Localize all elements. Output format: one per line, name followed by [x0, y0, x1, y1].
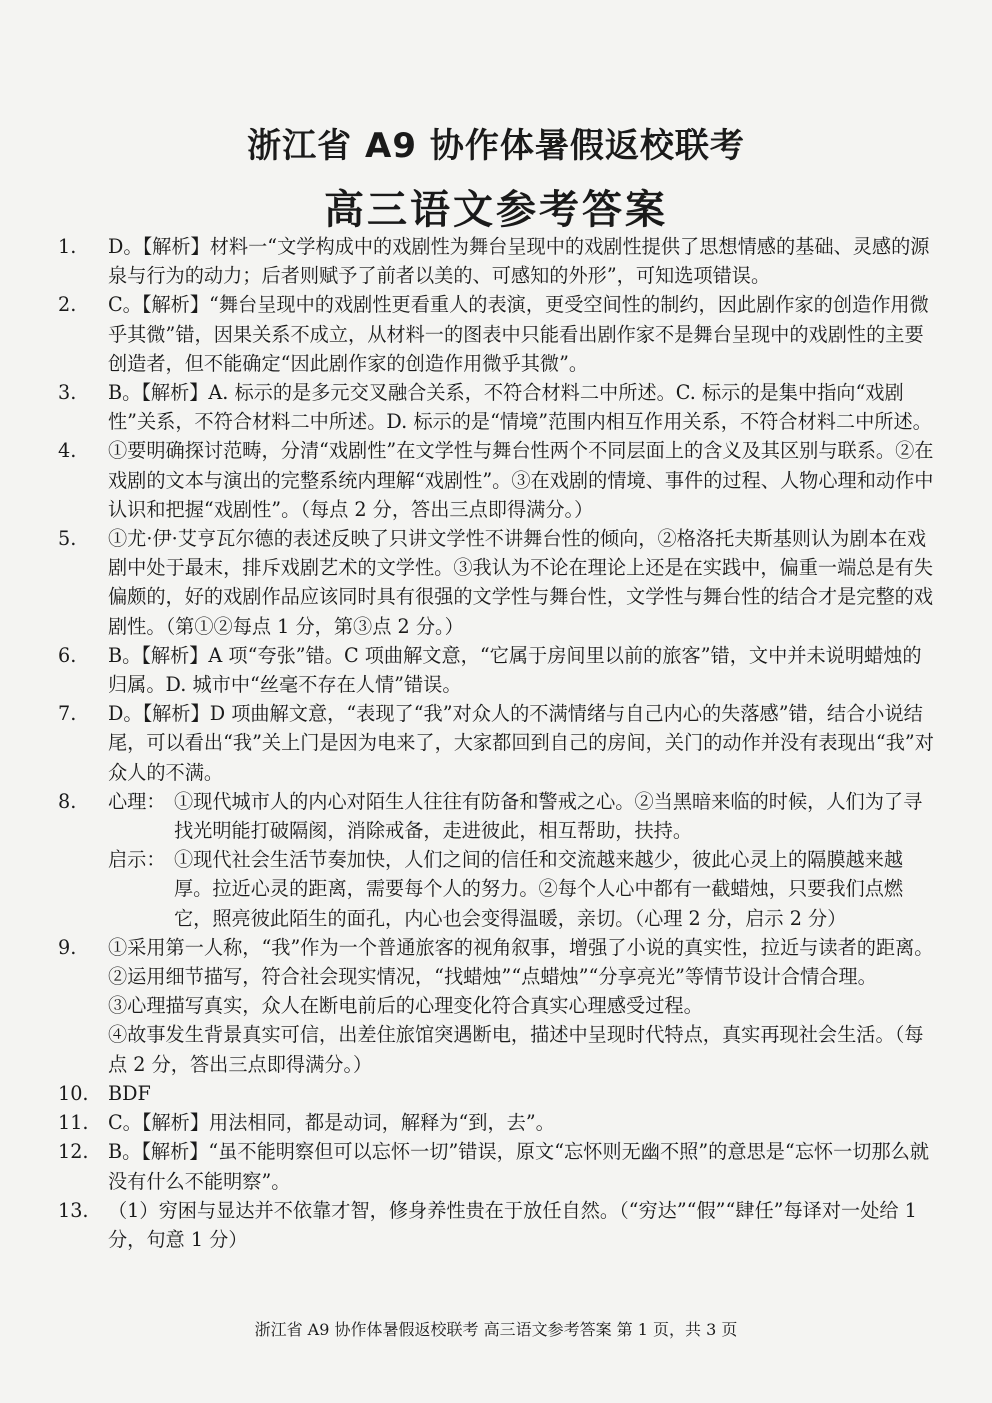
item-number: 4. [58, 439, 77, 463]
answer-item-12 [58, 1137, 938, 1195]
psychology-block [108, 787, 938, 845]
item-number: 12. [58, 1140, 89, 1164]
answer-key-title: 高三语文参考答案 [324, 187, 668, 233]
inspiration-label: 启示： [108, 848, 166, 872]
item-number: 13. [58, 1198, 89, 1222]
item-number: 1. [58, 235, 77, 258]
answer-item-2 [58, 290, 938, 378]
inspiration-text: ①现代社会生活节奏加快，人们之间的信任和交流越来越少，彼此心灵上的隔膜越来越厚。拉近心灵的距离，需要每个人的努力。②每个人心中都有一截蜡烛，只要我们点燃它，照亮彼此陌生的面孔，内心也会变得温暖，亲切。（心理 2 分，启示 2 分） [174, 848, 904, 930]
answer-item-10 [58, 1079, 938, 1108]
item-text: ①要明确探讨范畴，分清“戏剧性”在文学性与舞台性两个不同层面上的含义及其区别与联系。②在戏剧的文本与演出的完整系统内理解“戏剧性”。③在戏剧的情境、事件的过程、人物心理和动作中认识和把握“戏剧性”。（每点 2 分，答出三点即得满分。） [108, 439, 934, 521]
exam-title: 浙江省 A9 协作体暑假返校联考 [247, 126, 745, 166]
item-number: 8. [58, 789, 77, 813]
answer-item-3 [58, 378, 938, 436]
answer-list [58, 232, 938, 1254]
psychology-label: 心理： [108, 789, 166, 813]
item-number: 9. [58, 935, 77, 959]
item-text: ①尤·伊·艾亨瓦尔德的表述反映了只讲文学性不讲舞台性的倾向，②格洛托夫斯基则认为剧本在戏剧中处于最末，排斥戏剧艺术的文学性。③我认为不论在理论上还是在实践中，偏重一端总是有失偏颇的，好的戏剧作品应该同时具有很强的文学性与舞台性，文学性与舞台性的结合才是完整的戏剧性。（第①②每点 1 分，第③点 2 分。） [108, 527, 934, 638]
item-text: （1）穷困与显达并不依靠才智，修身养性贵在于放任自然。（“穷达”“假”“肆任”每译对一处给 1 分，句意 1 分） [108, 1198, 917, 1251]
answer-item-7 [58, 699, 938, 787]
item-point: ④故事发生背景真实可信，出差住旅馆突遇断电，描述中呈现时代特点，真实再现社会生活。（每点 2 分，答出三点即得满分。） [108, 1023, 924, 1076]
item-number: 10. [58, 1081, 89, 1105]
answer-item-11 [58, 1108, 938, 1137]
item-number: 7. [58, 702, 77, 726]
answer-item-1 [58, 232, 938, 290]
item-text: C。【解析】用法相同，都是动词，解释为“到，去”。 [108, 1111, 555, 1135]
answer-item-5 [58, 524, 938, 641]
item-point: ②运用细节描写，符合社会现实情况，“找蜡烛”“点蜡烛”“分享亮光”等情节设计合情合理。 [108, 965, 877, 989]
item-point: ③心理描写真实，众人在断电前后的心理变化符合真实心理感受过程。 [108, 994, 703, 1018]
answer-item-9 [58, 933, 938, 1079]
item-text: B。【解析】A. 标示的是多元交叉融合关系，不符合材料二中所述。C. 标示的是集中指向“戏剧性”关系，不符合材料二中所述。D. 标示的是“情境”范围内相互作用关系，不符合材料二中所述。 [108, 381, 932, 434]
item-text: B。【解析】A 项“夸张”错。C 项曲解文意，“它属于房间里以前的旅客”错，文中并未说明蜡烛的归属。D. 城市中“丝毫不存在人情”错误。 [108, 643, 922, 697]
item-text: D。【解析】材料一“文学构成中的戏剧性为舞台呈现中的戏剧性提供了思想情感的基础、灵感的源泉与行为的动力；后者则赋予了前者以美的、可感知的外形”，可知选项错误。 [108, 235, 930, 288]
item-text: D。【解析】D 项曲解文意，“表现了“我”对众人的不满情绪与自己内心的失落感”错，结合小说结尾，可以看出“我”关上门是因为电来了，大家都回到自己的房间，关门的动作并没有表现出“我”对众人的不满。 [108, 702, 934, 784]
answer-item-4 [58, 436, 938, 524]
item-text: B。【解析】“虽不能明察但可以忘怀一切”错误，原文“忘怀则无幽不照”的意思是“忘怀一切那么就没有什么不能明察”。 [108, 1140, 930, 1193]
item-text: C。【解析】“舞台呈现中的戏剧性更看重人的表演，更受空间性的制约，因此剧作家的创造作用微乎其微”错，因果关系不成立，从材料一的图表中只能看出剧作家不是舞台呈现中的戏剧性的主要创造者，但不能确定“因此剧作家的创造作用微乎其微”。 [108, 293, 929, 375]
psychology-text: ①现代城市人的内心对陌生人往往有防备和警戒之心。②当黑暗来临的时候，人们为了寻找光明能打破隔阂，消除戒备，走进彼此，相互帮助，扶持。 [174, 789, 923, 843]
answer-item-6 [58, 641, 938, 699]
item-text: BDF [108, 1081, 151, 1105]
answer-item-8 [58, 787, 938, 933]
item-number: 5. [58, 527, 77, 551]
item-number: 2. [58, 293, 77, 317]
answer-item-13 [58, 1196, 938, 1254]
item-number: 6. [58, 643, 77, 667]
item-number: 3. [58, 381, 77, 405]
page-footer: 浙江省 A9 协作体暑假返校联考 高三语文参考答案 第 1 页，共 3 页 [254, 1320, 738, 1339]
inspiration-block [108, 845, 938, 933]
item-number: 11. [58, 1111, 89, 1135]
item-point: ①采用第一人称，“我”作为一个普通旅客的视角叙事，增强了小说的真实性，拉近与读者的距离。 [108, 935, 934, 959]
